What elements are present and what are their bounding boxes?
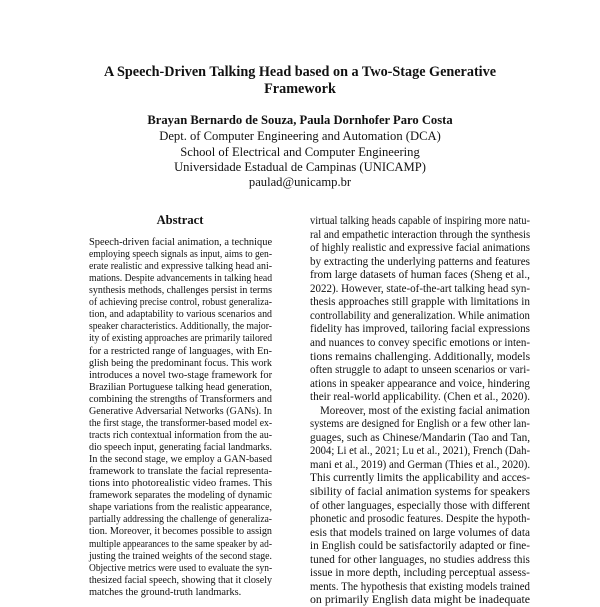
text-line: speaker characteristics. Additionally, the major- bbox=[89, 321, 272, 333]
text-line: shape variations from the realistic appearance, bbox=[89, 502, 273, 514]
text-line: combining the strengths of Transformers and bbox=[89, 393, 272, 405]
text-line: on primarily English data might be inadequate bbox=[310, 594, 531, 607]
text-line: partially addressing the challenge of generaliza- bbox=[89, 514, 272, 526]
text-line: In the second stage, we employ a GAN-based bbox=[89, 454, 272, 466]
text-line: for a restricted range of languages, with En- bbox=[89, 345, 273, 357]
text-line: ral and empathetic interaction through the synthesis bbox=[310, 228, 531, 241]
text-line: tracts rich contextual information from the au- bbox=[89, 429, 273, 441]
affiliation-school: School of Electrical and Computer Engineering bbox=[180, 145, 420, 159]
text-line: phonetic and prosodic features. Despite the hypoth- bbox=[310, 513, 531, 526]
text-line: mations. Despite advancements in talking head bbox=[89, 273, 273, 285]
text-line: multiple appearances to the same speaker by ad- bbox=[89, 538, 272, 550]
affiliation-university: Universidade Estadual de Campinas (UNICAMP) bbox=[174, 160, 426, 174]
text-line: Objective metrics were used to evaluate the syn- bbox=[89, 562, 273, 574]
text-line: erate realistic and expressive talking head ani- bbox=[89, 261, 273, 273]
text-line: mani et al., 2019) and German (Thies et al., 2020). bbox=[310, 458, 531, 471]
text-line: ations in speaker appearance and voice, hindering bbox=[310, 377, 530, 390]
text-line: systems are designed for English or a few other lan- bbox=[310, 418, 530, 431]
text-line: and nuances to convey specific emotions or inten- bbox=[310, 336, 531, 349]
text-line: introduces a novel two-stage framework for bbox=[89, 369, 273, 381]
text-line: often struggle to adapt to unseen scenarios or vari- bbox=[310, 364, 530, 377]
affiliation-department: Dept. of Computer Engineering and Automation (DCA) bbox=[159, 129, 441, 143]
paper-title bbox=[40, 64, 560, 98]
text-line: glish being the predominant focus. This work bbox=[89, 357, 272, 369]
text-line: of highly realistic and expressive facial animations bbox=[310, 242, 530, 255]
text-line: 2004; Li et al., 2021; Lu et al., 2021), French (Dah- bbox=[310, 445, 531, 458]
text-line: matches the ground-truth landmarks. bbox=[89, 586, 242, 598]
text-line: framework separates the modeling of dynamic bbox=[89, 490, 272, 502]
text-line: tion. Moreover, it becomes possible to assign bbox=[89, 526, 272, 538]
text-line: employing speech signals as input, aims to gen- bbox=[89, 249, 273, 261]
text-line: Moreover, most of the existing facial animation bbox=[320, 404, 530, 417]
text-line: of achieving precise control, robust generaliza- bbox=[89, 297, 273, 309]
text-line: from large datasets of human faces (Sheng et al., bbox=[310, 269, 531, 282]
text-line: controllability and generalization. While animation bbox=[310, 309, 530, 322]
text-line: virtual talking heads capable of inspiring more natu- bbox=[310, 215, 531, 227]
text-line: Brazilian Portuguese talking head generation, bbox=[89, 381, 273, 393]
text-line: tion, and adaptability to various scenarios and bbox=[89, 309, 273, 321]
title-line: Framework bbox=[264, 81, 336, 97]
text-line: dio speech input, generating facial landmarks. bbox=[89, 442, 273, 454]
title-line: A Speech-Driven Talking Head based on a Two-Stage Generative bbox=[103, 64, 497, 80]
text-line: esis that models trained on large volumes of data bbox=[310, 526, 530, 539]
text-line: guages, such as Chinese/Mandarin (Tao and Tan, bbox=[310, 431, 531, 444]
text-line: tuned for other languages, no studies address this bbox=[310, 553, 530, 566]
text-line: fidelity has improved, tailoring facial expressions bbox=[310, 323, 530, 336]
text-line: ments. The hypothesis that existing models trained bbox=[310, 580, 530, 593]
text-line: tions into photorealistic video frames. This bbox=[89, 478, 273, 490]
text-line: Generative Adversarial Networks (GANs). In bbox=[89, 405, 273, 417]
text-line: tions remains challenging. Additionally, models bbox=[310, 350, 531, 363]
text-line: justing the trained weights of the second stage. bbox=[89, 550, 272, 562]
text-line: the first stage, the transformer-based model ex- bbox=[89, 417, 273, 429]
text-line: thesized facial speech, showing that it closely bbox=[89, 574, 273, 586]
text-line: sibility of facial animation systems for speakers bbox=[310, 486, 530, 498]
text-line: Speech-driven facial animation, a technique bbox=[89, 237, 273, 248]
text-line: their real-world applicability. (Chen et al., 2020). bbox=[310, 391, 531, 404]
text-line: framework to translate the facial representa- bbox=[89, 466, 272, 478]
text-line: issue in more depth, including perceptual assess- bbox=[310, 567, 530, 580]
text-line: of other languages, especially those with different bbox=[310, 499, 530, 512]
text-line: This currently limits the applicability and acces- bbox=[310, 472, 531, 485]
author-list: Brayan Bernardo de Souza, Paula Dornhofer Paro Costa bbox=[147, 113, 453, 127]
abstract-heading: Abstract bbox=[156, 213, 204, 227]
text-line: by extracting the underlying patterns and features bbox=[310, 255, 530, 268]
text-line: synthesis methods, challenges persist in terms bbox=[89, 285, 272, 297]
text-line: 2022). However, state-of-the-art talking head syn- bbox=[310, 282, 531, 295]
text-line: ity of existing approaches are primarily tailored bbox=[89, 333, 273, 345]
text-line: thesis approaches still grapple with limitations in bbox=[310, 296, 530, 309]
author-email: paulad@unicamp.br bbox=[248, 175, 352, 189]
text-line: in English could be satisfactorily adapted or fine- bbox=[310, 540, 530, 553]
